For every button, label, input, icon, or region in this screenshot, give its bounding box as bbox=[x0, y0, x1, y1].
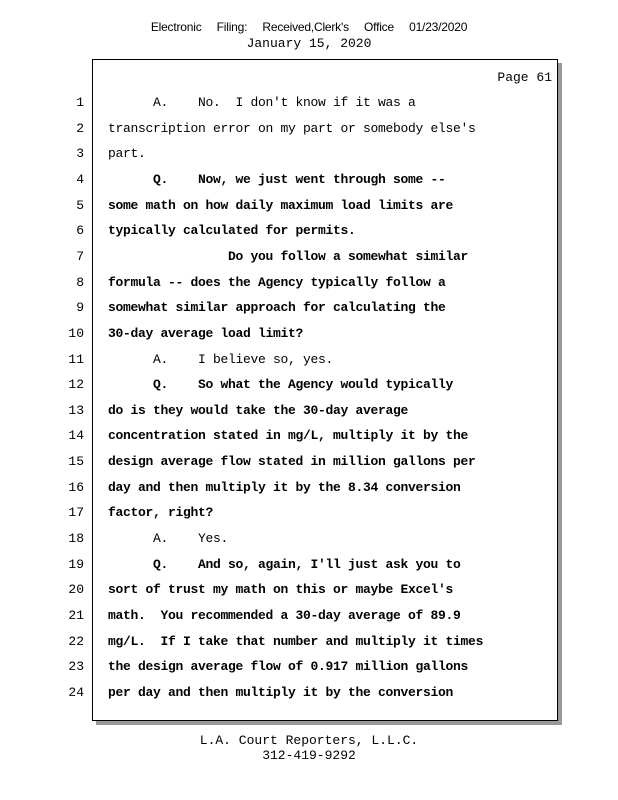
line-text: do is they would take the 30-day average bbox=[108, 402, 409, 418]
line-number: 18 bbox=[68, 531, 84, 547]
line-number: 7 bbox=[76, 248, 84, 264]
transcript-line bbox=[0, 247, 560, 267]
page-number: Page 61 bbox=[497, 70, 552, 85]
stamp-filing: Filing: bbox=[216, 20, 248, 34]
transcript-line bbox=[0, 683, 560, 703]
transcript-line bbox=[0, 350, 560, 370]
line-number: 20 bbox=[68, 582, 84, 598]
line-number: 23 bbox=[68, 659, 84, 675]
transcript-line bbox=[0, 632, 560, 652]
line-number: 13 bbox=[68, 402, 84, 418]
transcript-line bbox=[0, 196, 560, 216]
filing-stamp bbox=[0, 20, 618, 34]
line-number: 15 bbox=[68, 454, 84, 470]
line-number: 8 bbox=[76, 274, 84, 290]
transcript-line bbox=[0, 298, 560, 318]
transcript-line bbox=[0, 426, 560, 446]
line-number: 22 bbox=[68, 633, 84, 649]
transcript-line bbox=[0, 606, 560, 626]
line-text: part. bbox=[108, 146, 146, 162]
line-text: Q. Now, we just went through some -- bbox=[108, 171, 446, 187]
stamp-electronic: Electronic bbox=[150, 20, 202, 34]
transcript-line bbox=[0, 478, 560, 498]
line-text: A. I believe so, yes. bbox=[108, 351, 334, 367]
transcript-line bbox=[0, 273, 560, 293]
line-text: 30-day average load limit? bbox=[108, 325, 304, 341]
line-text: Q. So what the Agency would typically bbox=[108, 377, 454, 393]
line-text: per day and then multiply it by the conversion bbox=[108, 684, 454, 700]
stamp-date: 01/23/2020 bbox=[409, 20, 468, 34]
footer-company: L.A. Court Reporters, L.L.C. bbox=[199, 733, 419, 748]
transcript-line bbox=[0, 119, 560, 139]
line-number: 9 bbox=[76, 300, 84, 316]
stamp-office: Office bbox=[364, 20, 394, 34]
transcript-line bbox=[0, 657, 560, 677]
line-text: A. No. I don't know if it was a bbox=[108, 95, 416, 110]
line-number: 11 bbox=[68, 351, 84, 367]
line-number: 12 bbox=[68, 377, 84, 393]
line-text: concentration stated in mg/L, multiply it by the bbox=[108, 428, 469, 444]
line-number: 2 bbox=[76, 120, 84, 136]
line-number: 14 bbox=[68, 428, 84, 444]
transcript-line bbox=[0, 529, 560, 549]
transcript-line bbox=[0, 324, 560, 344]
line-text: Do you follow a somewhat similar bbox=[108, 248, 469, 264]
line-text: somewhat similar approach for calculating the bbox=[108, 300, 446, 316]
transcript-line bbox=[0, 375, 560, 395]
transcript-line bbox=[0, 452, 560, 472]
line-text: the design average flow of 0.917 million gallons bbox=[108, 659, 469, 675]
line-text: day and then multiply it by the 8.34 conversion bbox=[108, 479, 461, 495]
transcript-line bbox=[0, 503, 560, 523]
line-number: 1 bbox=[76, 95, 84, 110]
transcript-line bbox=[0, 580, 560, 600]
transcript-line bbox=[0, 93, 560, 113]
transcript-line bbox=[0, 221, 560, 241]
line-text: typically calculated for permits. bbox=[108, 223, 356, 239]
line-text: math. You recommended a 30-day average of 89.9 bbox=[108, 608, 461, 623]
line-text: design average flow stated in million gallons per bbox=[108, 454, 476, 470]
line-number: 17 bbox=[68, 505, 84, 521]
line-text: transcription error on my part or somebody else's bbox=[108, 120, 476, 136]
footer-phone: 312-419-9292 bbox=[262, 748, 356, 763]
line-text: mg/L. If I take that number and multiply it times bbox=[108, 633, 484, 649]
line-number: 16 bbox=[68, 479, 84, 495]
line-number: 21 bbox=[68, 608, 84, 623]
line-number: 5 bbox=[76, 197, 84, 213]
line-text: sort of trust my math on this or maybe Excel's bbox=[108, 582, 454, 598]
transcript-line bbox=[0, 170, 560, 190]
transcript-line bbox=[0, 401, 560, 421]
line-text: A. Yes. bbox=[108, 531, 229, 547]
line-number: 10 bbox=[68, 325, 84, 341]
line-number: 3 bbox=[76, 146, 84, 162]
line-text: Q. And so, again, I'll just ask you to bbox=[108, 556, 461, 572]
transcript-line bbox=[0, 555, 560, 575]
line-text: formula -- does the Agency typically follow a bbox=[108, 274, 446, 290]
line-number: 24 bbox=[68, 684, 84, 700]
line-number: 4 bbox=[76, 171, 84, 187]
line-number: 6 bbox=[76, 223, 84, 239]
line-number: 19 bbox=[68, 556, 84, 572]
transcript-line bbox=[0, 144, 560, 164]
stamp-received: Received,Clerk's bbox=[262, 20, 349, 34]
line-text: some math on how daily maximum load limits are bbox=[108, 197, 454, 213]
transcript-date: January 15, 2020 bbox=[246, 36, 372, 51]
line-text: factor, right? bbox=[108, 505, 214, 521]
